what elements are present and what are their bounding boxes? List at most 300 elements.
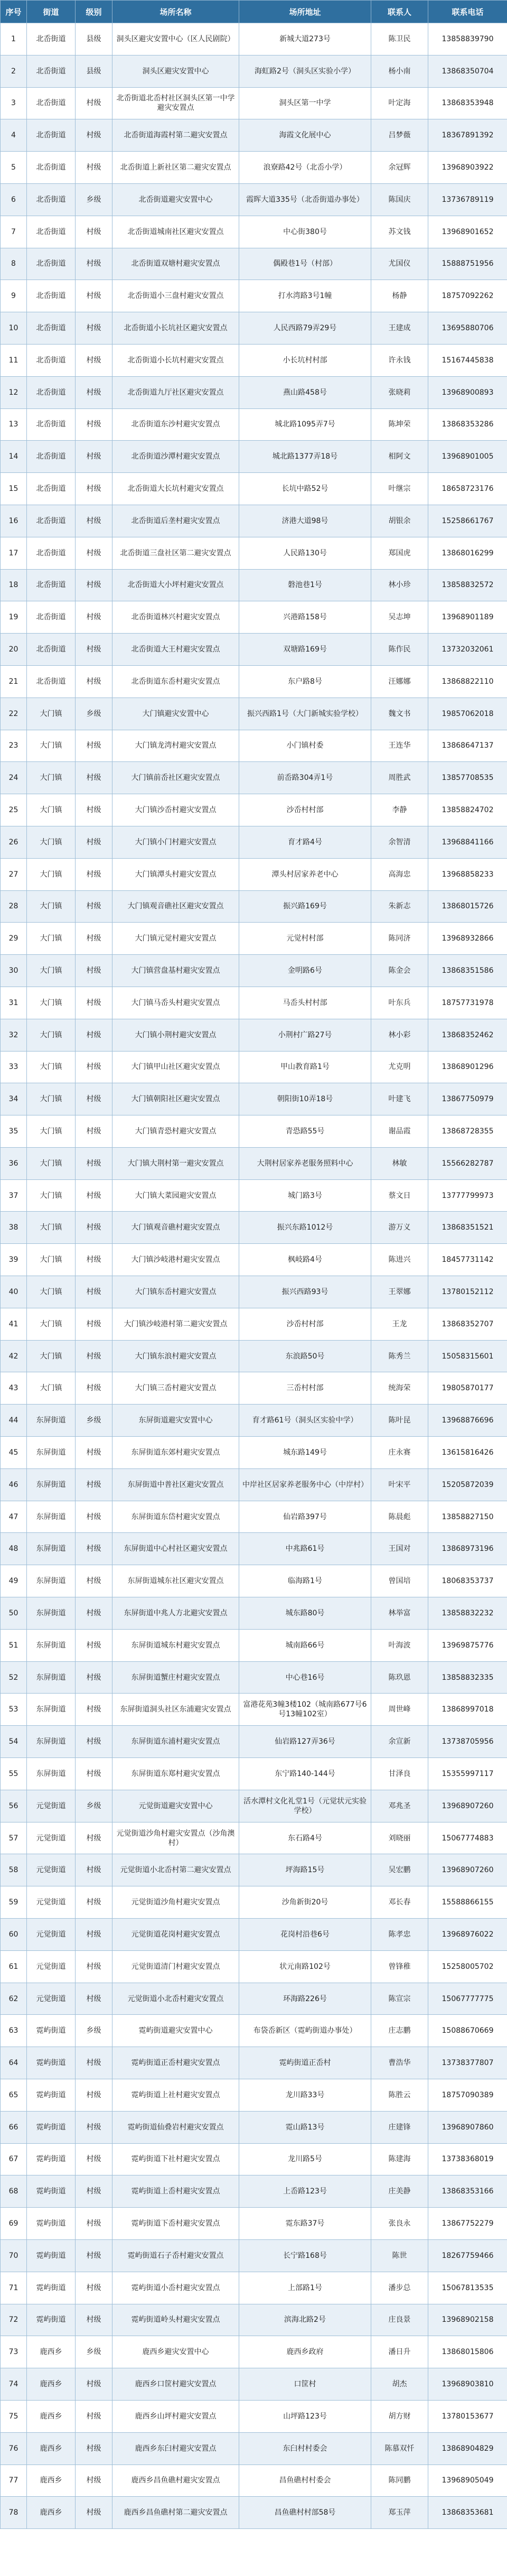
cell-serial: 45 [1,1437,27,1469]
cell-place-name: 北岙街道九厅社区避灾安置点 [112,376,239,408]
cell-phone: 13868351586 [428,955,507,987]
cell-street: 东屏街道 [27,1629,76,1661]
cell-place-name: 元觉街道避灾安置中心 [112,1790,239,1822]
cell-phone: 13968903810 [428,2368,507,2401]
cell-street: 大门镇 [27,858,76,890]
cell-level: 村级 [76,216,112,248]
cell-phone: 13858827150 [428,1501,507,1533]
cell-place-name: 大门镇小荆村避灾安置点 [112,1019,239,1051]
cell-place-address: 沙岙村村部 [239,794,371,826]
header-serial: 序号 [1,1,27,23]
table-row [1,1372,507,1405]
header-place-name: 场所名称 [112,1,239,23]
cell-place-address: 育才路4号 [239,826,371,858]
cell-place-name: 东屏街道中普社区避灾安置点 [112,1468,239,1501]
cell-phone: 18757731978 [428,987,507,1019]
cell-contact: 陈国庆 [371,183,428,216]
cell-level: 村级 [76,1726,112,1758]
cell-level: 村级 [76,987,112,1019]
cell-serial: 16 [1,505,27,537]
cell-contact: 陈宣宗 [371,1983,428,2015]
cell-place-name: 元觉街道花岗村避灾安置点 [112,1919,239,1951]
cell-level: 村级 [76,1597,112,1630]
cell-place-name: 霓屿街道上岙村避灾安置点 [112,2175,239,2208]
cell-place-address: 沙角新街20号 [239,1886,371,1919]
cell-serial: 37 [1,1179,27,1212]
cell-street: 元觉街道 [27,1950,76,1983]
cell-place-address: 上部路1号 [239,2272,371,2304]
cell-level: 村级 [76,890,112,923]
cell-phone: 13738705956 [428,1726,507,1758]
cell-contact: 魏文书 [371,698,428,730]
cell-place-address: 龙川路5号 [239,2143,371,2175]
cell-street: 北岙街道 [27,119,76,152]
cell-phone: 13968876696 [428,1405,507,1437]
cell-place-name: 元觉街道清门村避灾安置点 [112,1950,239,1983]
cell-level: 村级 [76,2368,112,2401]
cell-street: 元觉街道 [27,1919,76,1951]
cell-phone: 13868016299 [428,537,507,569]
cell-place-address: 新城大道273号 [239,23,371,55]
cell-place-name: 北岙街道城南社区避灾安置点 [112,216,239,248]
table-row [1,1244,507,1276]
cell-place-address: 霓山路13号 [239,2111,371,2143]
cell-contact: 叶继宗 [371,473,428,505]
cell-serial: 30 [1,955,27,987]
cell-level: 村级 [76,762,112,794]
table-row [1,1115,507,1148]
cell-level: 村级 [76,955,112,987]
cell-phone: 15058315601 [428,1340,507,1372]
cell-street: 东屏街道 [27,1661,76,1694]
cell-place-address: 小荆村广路27号 [239,1019,371,1051]
cell-serial: 55 [1,1758,27,1790]
cell-level: 乡级 [76,183,112,216]
cell-street: 鹿西乡 [27,2368,76,2401]
cell-place-name: 东屏街道避灾安置中心 [112,1405,239,1437]
cell-serial: 22 [1,698,27,730]
cell-place-address: 金明路6号 [239,955,371,987]
cell-place-address: 磐池巷1号 [239,569,371,601]
cell-phone: 15588866155 [428,1886,507,1919]
cell-serial: 56 [1,1790,27,1822]
cell-phone: 13738377807 [428,2047,507,2079]
cell-serial: 5 [1,152,27,184]
cell-phone: 13968901189 [428,601,507,634]
cell-serial: 65 [1,2079,27,2112]
cell-level: 村级 [76,858,112,890]
cell-phone: 13968903922 [428,152,507,184]
cell-phone: 13868351521 [428,1212,507,1244]
cell-serial: 20 [1,634,27,666]
table-row [1,2432,507,2465]
cell-serial: 57 [1,1822,27,1854]
table-row [1,2143,507,2175]
cell-place-name: 鹿西乡山坪村避灾安置点 [112,2400,239,2432]
cell-level: 村级 [76,1886,112,1919]
cell-serial: 59 [1,1886,27,1919]
cell-place-name: 大门镇青恐村避灾安置点 [112,1115,239,1148]
cell-level: 村级 [76,1340,112,1372]
header-phone: 联系电话 [428,1,507,23]
cell-contact: 潘日升 [371,2336,428,2368]
cell-place-name: 鹿西乡昌鱼礁村避灾安置点 [112,2465,239,2497]
cell-place-name: 东屏街道蟹庄村避灾安置点 [112,1661,239,1694]
cell-street: 北岙街道 [27,473,76,505]
cell-street: 大门镇 [27,1244,76,1276]
cell-contact: 王国对 [371,1533,428,1565]
cell-level: 村级 [76,1822,112,1854]
cell-place-name: 大门镇沙岐港村避灾安置点 [112,1244,239,1276]
cell-contact: 王翠娜 [371,1276,428,1308]
cell-place-name: 北岙街道林兴村避灾安置点 [112,601,239,634]
table-row [1,1340,507,1372]
cell-place-address: 长坑中路52号 [239,473,371,505]
cell-place-name: 大门镇观音礁村避灾安置点 [112,1212,239,1244]
cell-serial: 9 [1,280,27,312]
cell-serial: 17 [1,537,27,569]
cell-level: 村级 [76,344,112,376]
cell-serial: 29 [1,923,27,955]
cell-place-name: 鹿西乡避灾安置中心 [112,2336,239,2368]
cell-place-address: 霞晖大道335号（北岙街道办事处） [239,183,371,216]
cell-level: 村级 [76,1244,112,1276]
cell-phone: 13780152112 [428,1276,507,1308]
cell-phone: 13738368019 [428,2143,507,2175]
cell-street: 大门镇 [27,1051,76,1083]
table-row [1,1533,507,1565]
cell-street: 东屏街道 [27,1597,76,1630]
cell-place-address: 海霞文化展中心 [239,119,371,152]
cell-phone: 13968858233 [428,858,507,890]
cell-contact: 陈慕双忏 [371,2432,428,2465]
cell-serial: 69 [1,2208,27,2240]
table-row [1,1758,507,1790]
cell-place-name: 大门镇东浪村避灾安置点 [112,1340,239,1372]
cell-contact: 陈作民 [371,634,428,666]
table-row [1,216,507,248]
cell-place-name: 元觉街道沙角村避灾安置点（沙角澳村） [112,1822,239,1854]
cell-place-address: 城北路1377弄18号 [239,441,371,473]
cell-street: 北岙街道 [27,152,76,184]
cell-place-address: 仙岩路397号 [239,1501,371,1533]
cell-contact: 吕梦薇 [371,119,428,152]
cell-place-name: 洞头区避灾安置中心（区人民剧院） [112,23,239,55]
cell-place-address: 东石路4号 [239,1822,371,1854]
cell-contact: 陈玖恩 [371,1661,428,1694]
cell-phone: 13777799973 [428,1179,507,1212]
cell-level: 县级 [76,23,112,55]
cell-street: 北岙街道 [27,183,76,216]
cell-place-name: 霓屿街道上社村避灾安置点 [112,2079,239,2112]
cell-phone: 18068353737 [428,1565,507,1597]
cell-serial: 64 [1,2047,27,2079]
cell-serial: 68 [1,2175,27,2208]
table-row [1,1886,507,1919]
cell-level: 村级 [76,1565,112,1597]
cell-level: 村级 [76,1276,112,1308]
cell-serial: 74 [1,2368,27,2401]
cell-street: 元觉街道 [27,1822,76,1854]
cell-level: 村级 [76,665,112,698]
cell-level: 村级 [76,2047,112,2079]
cell-level: 村级 [76,2432,112,2465]
table-row [1,1019,507,1051]
cell-contact: 高海忠 [371,858,428,890]
cell-street: 北岙街道 [27,441,76,473]
cell-contact: 许永钱 [371,344,428,376]
cell-serial: 18 [1,569,27,601]
cell-street: 霓屿街道 [27,2208,76,2240]
cell-place-name: 鹿西乡昌鱼礁村第二避灾安置点 [112,2497,239,2529]
cell-serial: 21 [1,665,27,698]
cell-place-name: 北岙街道海霞村第二避灾安置点 [112,119,239,152]
cell-place-name: 东屏街道东郑村避灾安置点 [112,1758,239,1790]
cell-place-address: 坪海路15号 [239,1854,371,1886]
cell-serial: 11 [1,344,27,376]
cell-street: 霓屿街道 [27,2175,76,2208]
cell-level: 村级 [76,730,112,762]
cell-place-address: 山坪路123号 [239,2400,371,2432]
cell-level: 村级 [76,634,112,666]
cell-serial: 42 [1,1340,27,1372]
cell-serial: 70 [1,2239,27,2272]
cell-phone: 13969875776 [428,1629,507,1661]
cell-contact: 庄美静 [371,2175,428,2208]
cell-place-name: 元觉街道沙角村避灾安置点 [112,1886,239,1919]
table-body [1,23,507,2529]
header-row [1,1,507,23]
cell-serial: 46 [1,1468,27,1501]
cell-phone: 13868353681 [428,2497,507,2529]
cell-contact: 叶宋平 [371,1468,428,1501]
table-row [1,826,507,858]
cell-phone: 13968932866 [428,923,507,955]
cell-place-address: 三岙村村部 [239,1372,371,1405]
cell-phone: 13868822110 [428,665,507,698]
table-row [1,1276,507,1308]
header-contact: 联系人 [371,1,428,23]
cell-contact: 杨小南 [371,55,428,87]
cell-level: 村级 [76,1308,112,1340]
cell-place-address: 富港花苑3幢3楼102（城南路677号6号13幢102室） [239,1694,371,1726]
cell-place-address: 活水潭村文化礼堂1号（元觉状元实验学校） [239,1790,371,1822]
cell-level: 村级 [76,1983,112,2015]
cell-serial: 4 [1,119,27,152]
cell-place-name: 大门镇沙岙村避灾安置点 [112,794,239,826]
table-row [1,890,507,923]
cell-serial: 38 [1,1212,27,1244]
cell-place-name: 东屏街道东岱村避灾安置点 [112,1501,239,1533]
cell-street: 东屏街道 [27,1405,76,1437]
cell-place-name: 大门镇三岙村避灾安置点 [112,1372,239,1405]
cell-phone: 13968901005 [428,441,507,473]
cell-place-name: 霓屿街道下岙村避灾安置点 [112,2208,239,2240]
cell-contact: 叶定海 [371,87,428,119]
cell-place-address: 洞头区第一中学 [239,87,371,119]
cell-place-address: 双塘路169号 [239,634,371,666]
cell-place-name: 鹿西乡口筐村避灾安置点 [112,2368,239,2401]
cell-phone: 13968976022 [428,1919,507,1951]
cell-street: 大门镇 [27,1083,76,1115]
cell-serial: 3 [1,87,27,119]
cell-street: 北岙街道 [27,55,76,87]
cell-serial: 76 [1,2432,27,2465]
cell-level: 村级 [76,87,112,119]
cell-place-name: 元觉街道小北岙村第二避灾安置点 [112,1854,239,1886]
cell-place-address: 城东路80号 [239,1597,371,1630]
cell-contact: 尤国仪 [371,248,428,280]
cell-street: 元觉街道 [27,1886,76,1919]
cell-phone: 13968900893 [428,376,507,408]
cell-contact: 庄建锋 [371,2111,428,2143]
cell-place-name: 霓屿街道仙叠岩村避灾安置点 [112,2111,239,2143]
cell-street: 大门镇 [27,1308,76,1340]
cell-place-address: 振兴路169号 [239,890,371,923]
cell-serial: 26 [1,826,27,858]
cell-contact: 庄良景 [371,2304,428,2336]
cell-place-address: 城东路149号 [239,1437,371,1469]
cell-contact: 汪娜娜 [371,665,428,698]
cell-place-name: 东屏街道城东村避灾安置点 [112,1629,239,1661]
cell-serial: 25 [1,794,27,826]
cell-place-name: 北岙街道小三盘村避灾安置点 [112,280,239,312]
cell-contact: 王龙 [371,1308,428,1340]
table-row [1,1212,507,1244]
table-row [1,408,507,441]
cell-place-address: 口筐村 [239,2368,371,2401]
cell-place-name: 大门镇大荆村第一避灾安置点 [112,1147,239,1179]
cell-place-address: 中岸社区居家养老服务中心（中岸村） [239,1468,371,1501]
cell-contact: 吴志坤 [371,601,428,634]
cell-level: 村级 [76,2208,112,2240]
cell-phone: 13695880706 [428,312,507,345]
cell-contact: 林敏 [371,1147,428,1179]
table-row [1,1468,507,1501]
cell-place-name: 霓屿街道下社村避灾安置点 [112,2143,239,2175]
table-row [1,698,507,730]
cell-place-name: 大门镇东岙村避灾安置点 [112,1276,239,1308]
cell-phone: 18367891392 [428,119,507,152]
cell-contact: 陈同鹏 [371,2465,428,2497]
cell-phone: 13732032061 [428,634,507,666]
table-row [1,2015,507,2047]
table-row [1,1565,507,1597]
cell-serial: 49 [1,1565,27,1597]
table-row [1,858,507,890]
cell-level: 村级 [76,152,112,184]
table-row [1,1083,507,1115]
cell-phone: 13968902158 [428,2304,507,2336]
cell-contact: 陈叶昆 [371,1405,428,1437]
cell-phone: 18757090389 [428,2079,507,2112]
cell-street: 北岙街道 [27,665,76,698]
cell-place-address: 朝阳街10弄18号 [239,1083,371,1115]
cell-phone: 19805870177 [428,1372,507,1405]
cell-place-name: 北岙街道双塘村避灾安置点 [112,248,239,280]
cell-phone: 15258661767 [428,505,507,537]
cell-place-address: 城门路3号 [239,1179,371,1212]
table-row [1,762,507,794]
cell-place-name: 大门镇甲山社区避灾安置点 [112,1051,239,1083]
table-row [1,505,507,537]
cell-level: 村级 [76,2239,112,2272]
cell-place-address: 龙川路33号 [239,2079,371,2112]
cell-place-name: 大门镇龙湾村避灾安置点 [112,730,239,762]
cell-serial: 52 [1,1661,27,1694]
table-row [1,183,507,216]
cell-street: 大门镇 [27,730,76,762]
cell-contact: 叶东兵 [371,987,428,1019]
table-row [1,2272,507,2304]
cell-place-name: 东屏街道洞头社区东浦避灾安置点 [112,1694,239,1726]
cell-place-name: 洞头区避灾安置中心 [112,55,239,87]
cell-serial: 78 [1,2497,27,2529]
cell-serial: 71 [1,2272,27,2304]
cell-street: 鹿西乡 [27,2400,76,2432]
cell-street: 元觉街道 [27,1854,76,1886]
cell-level: 村级 [76,826,112,858]
cell-serial: 44 [1,1405,27,1437]
table-row [1,473,507,505]
cell-serial: 19 [1,601,27,634]
cell-phone: 13868352462 [428,1019,507,1051]
cell-level: 村级 [76,1179,112,1212]
cell-level: 村级 [76,1115,112,1148]
cell-street: 霓屿街道 [27,2015,76,2047]
cell-serial: 54 [1,1726,27,1758]
cell-serial: 51 [1,1629,27,1661]
table-header [1,1,507,23]
cell-serial: 13 [1,408,27,441]
cell-level: 村级 [76,1629,112,1661]
cell-phone: 18457731142 [428,1244,507,1276]
cell-serial: 66 [1,2111,27,2143]
cell-phone: 13868973196 [428,1533,507,1565]
cell-serial: 61 [1,1950,27,1983]
table-row [1,1179,507,1212]
cell-place-name: 大门镇潭头村避灾安置点 [112,858,239,890]
cell-place-name: 大门镇营盘基村避灾安置点 [112,955,239,987]
table-row [1,87,507,119]
table-row [1,1661,507,1694]
cell-phone: 13615816426 [428,1437,507,1469]
cell-street: 北岙街道 [27,248,76,280]
table-row [1,312,507,345]
cell-place-address: 人民路130号 [239,537,371,569]
cell-level: 村级 [76,2497,112,2529]
cell-level: 村级 [76,1694,112,1726]
cell-phone: 15258005702 [428,1950,507,1983]
cell-serial: 63 [1,2015,27,2047]
cell-contact: 陈秀兰 [371,1340,428,1372]
cell-street: 北岙街道 [27,312,76,345]
cell-level: 村级 [76,1533,112,1565]
cell-place-address: 海虹路2号（洞头区实验小学） [239,55,371,87]
cell-level: 村级 [76,794,112,826]
cell-serial: 48 [1,1533,27,1565]
cell-street: 东屏街道 [27,1437,76,1469]
table-row [1,923,507,955]
cell-serial: 12 [1,376,27,408]
cell-level: 村级 [76,408,112,441]
cell-contact: 朱新志 [371,890,428,923]
cell-serial: 8 [1,248,27,280]
cell-contact: 潘步总 [371,2272,428,2304]
cell-serial: 23 [1,730,27,762]
cell-place-address: 马岙头村村部 [239,987,371,1019]
table-row [1,1726,507,1758]
